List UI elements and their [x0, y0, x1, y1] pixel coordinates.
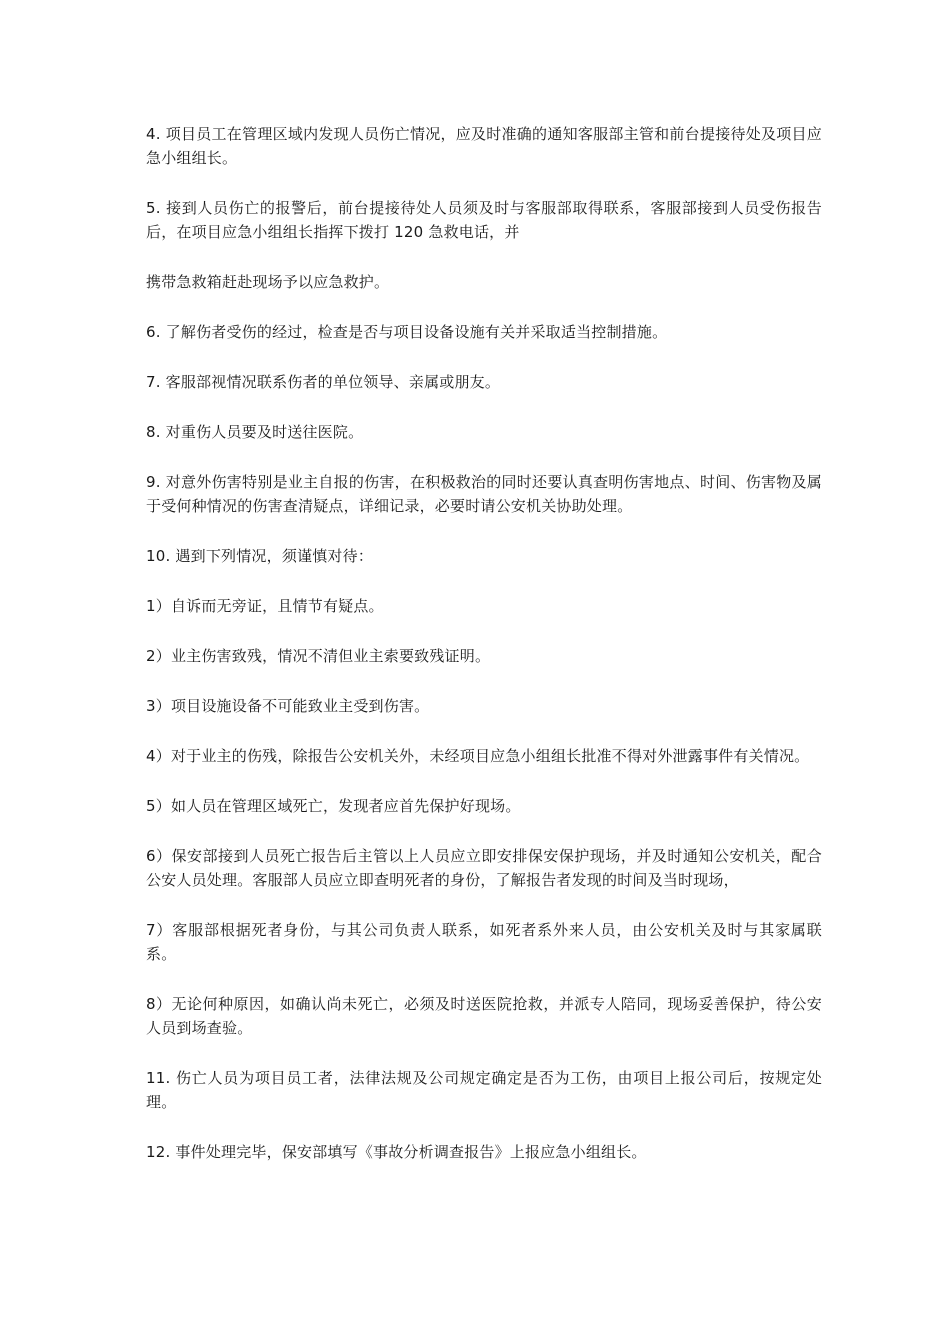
paragraph-item-11: 11. 伤亡人员为项目员工者，法律法规及公司规定确定是否为工伤，由项目上报公司后，按规定处理。	[146, 1069, 822, 1111]
paragraph-item-6: 6. 了解伤者受伤的经过，检查是否与项目设备设施有关并采取适当控制措施。	[146, 323, 668, 341]
paragraph-item-10: 10. 遇到下列情况，须谨慎对待：	[146, 547, 374, 565]
paragraph-subitem-2: 2）业主伤害致残，情况不清但业主索要致残证明。	[146, 647, 491, 665]
paragraph-subitem-4: 4）对于业主的伤残，除报告公安机关外，未经项目应急小组组长批准不得对外泄露事件有关情况。	[146, 747, 810, 765]
paragraph-item-12: 12. 事件处理完毕，保安部填写《事故分析调查报告》上报应急小组组长。	[146, 1143, 647, 1161]
paragraph-subitem-1: 1）自诉而无旁证，且情节有疑点。	[146, 597, 384, 615]
paragraph-item-8: 8. 对重伤人员要及时送往医院。	[146, 423, 364, 441]
paragraph-subitem-7: 7）客服部根据死者身份，与其公司负责人联系，如死者系外来人员，由公安机关及时与其家属联系。	[146, 921, 822, 963]
paragraph-item-5-continued: 携带急救箱赶赴现场予以应急救护。	[146, 273, 390, 291]
paragraph-subitem-5: 5）如人员在管理区域死亡，发现者应首先保护好现场。	[146, 797, 521, 815]
paragraph-subitem-6: 6）保安部接到人员死亡报告后主管以上人员应立即安排保安保护现场，并及时通知公安机关，配合公安人员处理。客服部人员应立即查明死者的身份，了解报告者发现的时间及当时现场，	[146, 847, 822, 889]
paragraph-item-5: 5. 接到人员伤亡的报警后，前台提接待处人员须及时与客服部取得联系，客服部接到人员受伤报告后，在项目应急小组组长指挥下拨打 120 急救电话，并	[146, 199, 822, 241]
paragraph-subitem-3: 3）项目设施设备不可能致业主受到伤害。	[146, 697, 430, 715]
paragraph-item-4: 4. 项目员工在管理区域内发现人员伤亡情况，应及时准确的通知客服部主管和前台提接待处及项目应急小组组长。	[146, 125, 822, 167]
document-page	[146, 122, 822, 1190]
paragraph-subitem-8: 8）无论何种原因，如确认尚未死亡，必须及时送医院抢救，并派专人陪同，现场妥善保护，待公安人员到场查验。	[146, 995, 822, 1037]
paragraph-item-7: 7. 客服部视情况联系伤者的单位领导、亲属或朋友。	[146, 373, 501, 391]
paragraph-item-9: 9. 对意外伤害特别是业主自报的伤害，在积极救治的同时还要认真查明伤害地点、时间、伤害物及属于受何种情况的伤害查清疑点，详细记录，必要时请公安机关协助处理。	[146, 473, 822, 515]
